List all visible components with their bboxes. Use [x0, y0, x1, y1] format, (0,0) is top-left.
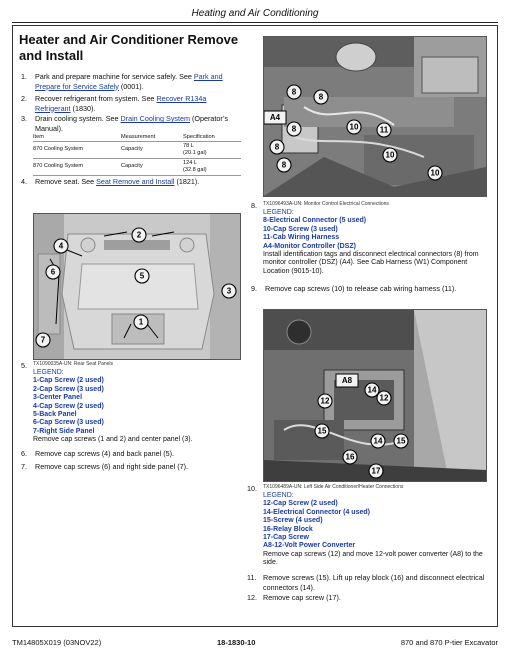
svg-text:8: 8	[291, 124, 297, 134]
step-5-instruction: Remove cap screws (1 and 2) and center panel (3).	[33, 436, 193, 444]
legend-item: 12-Cap Screw (2 used)	[263, 500, 338, 508]
callout-10	[383, 148, 397, 162]
svg-text:8: 8	[281, 160, 287, 170]
legend-item: 3-Center Panel	[33, 394, 83, 402]
callout-15	[315, 424, 329, 438]
svg-text:A8: A8	[341, 376, 353, 385]
step-10-number: 10.	[247, 484, 257, 493]
legend-item: 8-Electrical Connector (5 used)	[263, 217, 367, 225]
legend-item: A8-12-Volt Power Converter	[263, 542, 356, 550]
header-title: Heating and Air Conditioning	[191, 8, 319, 19]
legend-item: 1-Cap Screw (2 used)	[33, 377, 104, 385]
legend-title: LEGEND:	[263, 492, 294, 499]
footer-doc-id: TM14805X019 (03NOV22)	[12, 638, 102, 647]
legend-item: 6-Cap Screw (3 used)	[33, 419, 104, 427]
monitor-callouts	[264, 37, 486, 196]
legend-item: 16-Relay Block	[263, 525, 313, 533]
page-footer	[12, 637, 498, 651]
callout-2	[104, 228, 174, 242]
legend-item: 14-Electrical Connector (4 used)	[263, 508, 370, 516]
table-row: 870 Cooling System Capacity 78 L (20.1 gal)	[33, 142, 241, 159]
svg-text:3: 3	[226, 286, 232, 296]
legend-item: 15-Screw (4 used)	[263, 517, 323, 525]
callout-8	[287, 85, 301, 99]
legend-item: 11-Cab Wiring Harness	[263, 234, 340, 242]
step-10-instruction: Remove cap screws (12) and move 12-volt power converter (A8) to the side.	[263, 550, 483, 567]
svg-text:10: 10	[430, 168, 440, 178]
svg-text:15: 15	[317, 426, 327, 436]
legend-title: LEGEND:	[33, 369, 64, 376]
callout-8	[270, 140, 284, 154]
step-number: 2.	[21, 94, 27, 103]
legend-item: 7-Right Side Panel	[33, 427, 95, 435]
callout-10	[428, 166, 442, 180]
callout-16	[343, 450, 357, 464]
svg-text:4: 4	[58, 241, 64, 251]
section-title: Heater and Air Conditioner Remove and Install	[19, 32, 239, 63]
svg-text:14: 14	[367, 385, 377, 395]
step-number: 4.	[21, 177, 27, 186]
callout-8	[314, 90, 328, 104]
callout-10	[347, 120, 361, 134]
callout-6	[46, 259, 60, 324]
svg-text:6: 6	[50, 267, 56, 277]
callout-a8	[336, 374, 358, 387]
step-12: 12. Remove cap screw (17).	[247, 593, 341, 602]
svg-text:12: 12	[320, 396, 330, 406]
step-11: 11. Remove screws (15). Lift up relay block (16) and disconnect electrical connectors (14).	[247, 573, 485, 592]
spec-table	[33, 133, 241, 176]
callout-8	[287, 122, 301, 136]
svg-text:5: 5	[139, 271, 145, 281]
callout-5	[135, 269, 149, 283]
svg-text:7: 7	[40, 335, 46, 345]
svg-text:11: 11	[379, 125, 389, 135]
link-recover-refrigerant[interactable]: Recover R134a Refrigerant	[35, 94, 207, 113]
callout-11	[377, 123, 391, 137]
legend-rear-seat	[33, 369, 243, 445]
figure-caption: TX1096489A-UN: Left Side Air Conditioner/Heater Connections	[263, 484, 404, 490]
step-3: 3. Drain cooling system. See Drain Cooling System (Operator’s Manual).	[21, 114, 229, 133]
step-2: 2. Recover refrigerant from system. See Recover R134a Refrigerant (1830).	[21, 94, 207, 113]
svg-text:15: 15	[396, 436, 406, 446]
callout-12	[318, 394, 332, 408]
svg-text:8: 8	[318, 92, 324, 102]
svg-text:10: 10	[385, 150, 395, 160]
callout-a4	[264, 111, 286, 124]
table-row: 870 Cooling System Capacity 124 L (32.8 gal)	[33, 159, 241, 176]
step-number: 3.	[21, 114, 27, 123]
svg-text:1: 1	[138, 317, 144, 327]
callout-4	[54, 239, 82, 256]
callout-15	[394, 434, 408, 448]
step-8-instruction: Install identification tags and disconnect electrical connectors (8) from monitor controller (DSZ) (A4). See Cab Harness (W1) Component Location (9015-10).	[263, 251, 479, 275]
step-5-number: 5.	[21, 361, 27, 370]
callout-8	[277, 158, 291, 172]
page-header	[12, 6, 498, 23]
legend-item: 4-Cap Screw (2 used)	[33, 402, 104, 410]
legend-item: 2-Cap Screw (3 used)	[33, 385, 104, 393]
legend-monitor	[263, 209, 489, 276]
link-seat-remove[interactable]: Seat Remove and Install	[96, 177, 175, 186]
legend-item: A4-Monitor Controller (DSZ)	[263, 242, 356, 250]
figure-caption: TX1090035A-UN: Rear Seat Panels	[33, 361, 114, 367]
svg-text:10: 10	[349, 122, 359, 132]
svg-text:14: 14	[373, 436, 383, 446]
figure-caption: TX1096493A-UN: Monitor Control Electrical Connections	[263, 201, 389, 207]
left-side-ac-photo	[263, 309, 487, 482]
link-park-prepare[interactable]: Park and Prepare for Service Safely	[35, 72, 223, 91]
svg-text:8: 8	[291, 87, 297, 97]
rear-seat-panels-photo	[33, 213, 241, 360]
callout-12	[377, 391, 391, 405]
footer-model: 870 and 870 P-tier Excavator	[400, 638, 498, 647]
footer-page-number: 18-1830-10	[217, 638, 256, 647]
left-side-callouts	[264, 310, 486, 481]
legend-left-side	[263, 492, 489, 568]
callout-3	[222, 284, 236, 298]
step-number: 1.	[21, 72, 27, 81]
callout-17	[369, 464, 383, 478]
callout-14	[365, 383, 379, 397]
svg-text:12: 12	[379, 393, 389, 403]
table-header-row: Item Measurement Specification	[33, 133, 241, 142]
step-1: 1. Park and prepare machine for service safely. See Park and Prepare for Service Safely (0001).	[21, 72, 223, 91]
callout-1	[124, 315, 158, 338]
monitor-controller-photo	[263, 36, 487, 197]
svg-text:17: 17	[371, 466, 381, 476]
legend-item: 17-Cap Screw	[263, 534, 309, 542]
svg-text:8: 8	[274, 142, 280, 152]
step-6: 6. Remove cap screws (4) and back panel (5).	[21, 449, 175, 458]
callout-14	[371, 434, 385, 448]
svg-text:2: 2	[136, 230, 142, 240]
step-7: 7. Remove cap screws (6) and right side panel (7).	[21, 462, 189, 471]
svg-text:16: 16	[345, 452, 355, 462]
legend-title: LEGEND:	[263, 209, 294, 216]
legend-item: 5-Back Panel	[33, 411, 77, 419]
callout-7	[36, 333, 50, 347]
step-9: 9. Remove cap screws (10) to release cab wiring harness (11).	[251, 284, 457, 293]
step-4: 4. Remove seat. See Seat Remove and Install (1821).	[21, 177, 200, 186]
link-drain-cooling[interactable]: Drain Cooling System	[120, 114, 191, 123]
svg-text:A4: A4	[269, 113, 281, 122]
legend-item: 10-Cap Screw (3 used)	[263, 225, 338, 233]
step-8-number: 8.	[251, 201, 257, 210]
rear-seat-callouts	[34, 214, 240, 359]
